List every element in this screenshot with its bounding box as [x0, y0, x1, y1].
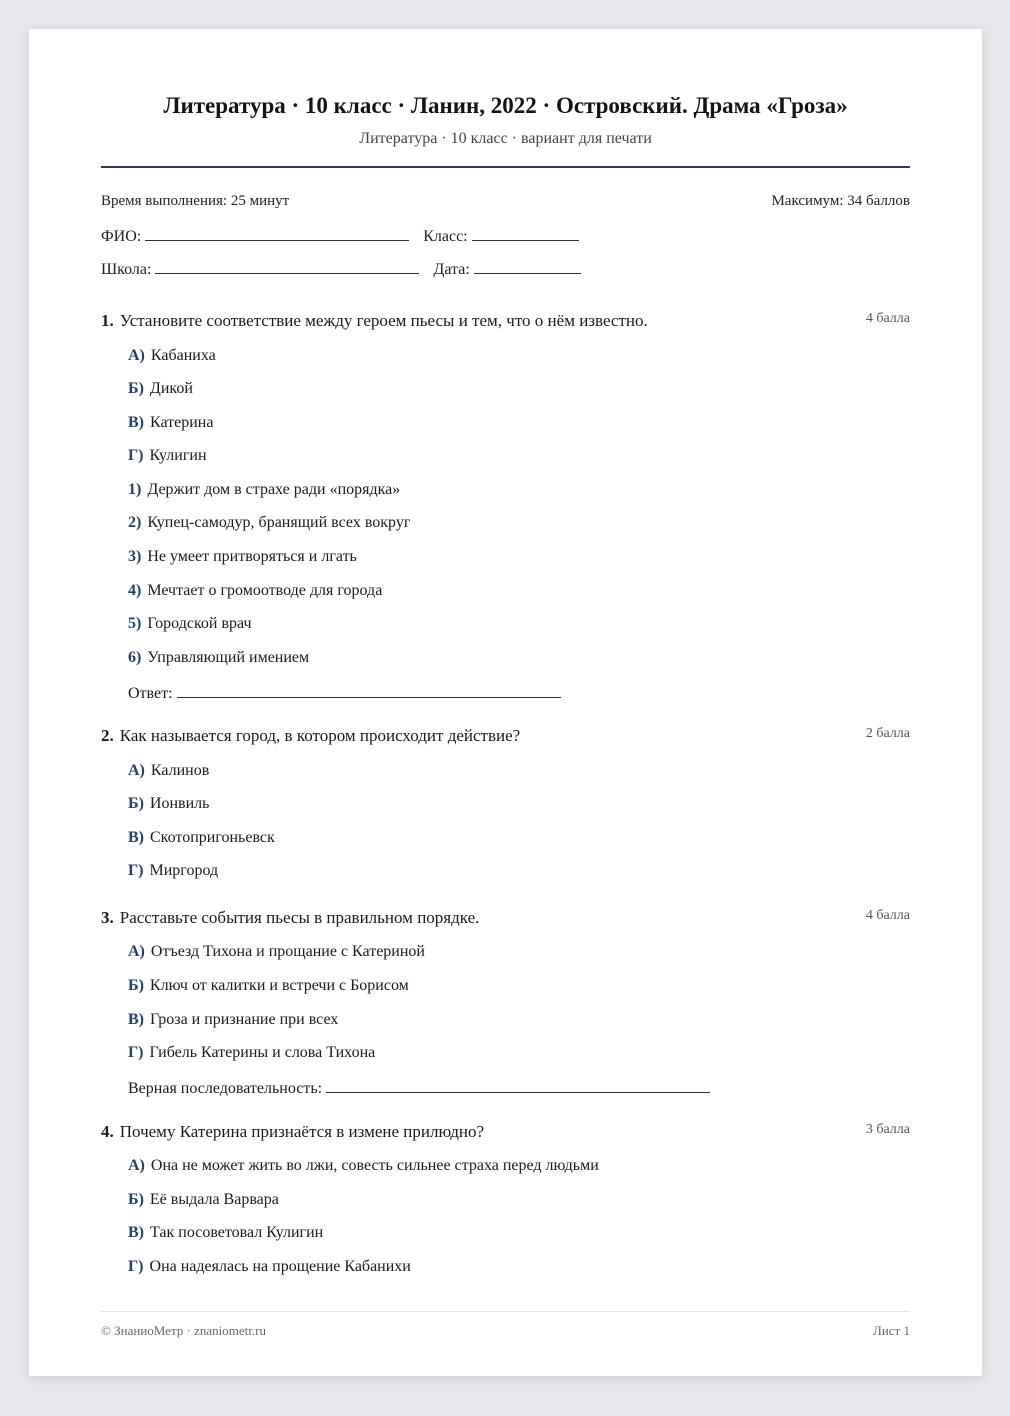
option-letter: Б) — [128, 1191, 144, 1208]
option-letter: Г) — [128, 1044, 144, 1061]
question-text: Установите соответствие между героем пьесы и тем, что о нём известно. — [119, 311, 648, 330]
option-text: Она надеялась на прощение Кабанихи — [149, 1258, 411, 1275]
option-item — [128, 548, 357, 566]
footer-copyright: © ЗнаниоМетр · znaniometr.ru — [101, 1323, 266, 1338]
option-item — [128, 582, 382, 600]
question-text: Расставьте события пьесы в правильном порядке. — [119, 908, 480, 927]
max-score: Максимум: 34 баллов — [771, 193, 910, 209]
option-letter: В) — [128, 1011, 144, 1028]
option-text: Отъезд Тихона и прощание с Катериной — [150, 943, 425, 960]
answer-label: Ответ: — [128, 685, 173, 702]
option-letter: В) — [128, 1224, 144, 1241]
footer-page-number: Лист 1 — [873, 1323, 910, 1338]
option-text: Так посоветовал Кулигин — [150, 1224, 324, 1241]
option-text: Держит дом в страхе ради «порядка» — [147, 481, 401, 498]
option-text: Не умеет притворяться и лгать — [147, 548, 357, 565]
fio-field[interactable] — [145, 226, 409, 241]
time-limit: Время выполнения: 25 минут — [101, 193, 290, 209]
option-text: Ключ от калитки и встречи с Борисом — [149, 977, 409, 994]
option-item — [128, 615, 252, 633]
question-points: 3 балла — [865, 1122, 910, 1137]
school-field[interactable] — [155, 259, 419, 274]
class-label: Класс: — [423, 228, 468, 245]
option-item — [128, 1191, 279, 1209]
option-text: Она не может жить во лжи, совесть сильнее страха перед людьми — [150, 1157, 599, 1174]
option-text: Калинов — [150, 762, 210, 779]
option-letter: 5) — [128, 615, 142, 632]
option-item — [128, 1157, 599, 1175]
option-text: Гроза и признание при всех — [150, 1011, 339, 1028]
question-text: Как называется город, в котором происходит действие? — [119, 726, 521, 745]
option-text: Кулигин — [149, 447, 207, 464]
fio-label: ФИО: — [101, 228, 142, 245]
option-text: Дикой — [149, 380, 193, 397]
option-text: Ионвиль — [149, 795, 210, 812]
option-text: Катерина — [150, 414, 214, 431]
option-text: Управляющий имением — [147, 649, 310, 666]
option-letter: 6) — [128, 649, 142, 666]
worksheet-page — [29, 29, 982, 1376]
option-letter: А) — [128, 943, 145, 960]
option-item — [128, 943, 425, 961]
option-text: Кабаниха — [150, 347, 216, 364]
option-text: Миргород — [149, 862, 219, 879]
answer-field[interactable] — [177, 683, 561, 698]
footer-divider — [101, 1311, 910, 1312]
meta-row-time — [101, 193, 910, 210]
question-number: 4. — [101, 1122, 114, 1141]
option-text: Городской врач — [147, 615, 252, 632]
option-letter: 2) — [128, 514, 142, 531]
option-letter: Г) — [128, 862, 144, 879]
option-letter: 3) — [128, 548, 142, 565]
option-item — [128, 447, 207, 465]
option-item — [128, 977, 409, 995]
option-letter: Г) — [128, 1258, 144, 1275]
question-number: 2. — [101, 726, 114, 745]
option-item — [128, 649, 309, 667]
meta-row-fio — [101, 226, 910, 246]
option-item — [128, 514, 410, 532]
question-points: 2 балла — [865, 726, 910, 741]
option-item — [128, 862, 218, 880]
option-letter: А) — [128, 347, 145, 364]
option-letter: А) — [128, 762, 145, 779]
sequence-field[interactable] — [326, 1078, 710, 1093]
option-item — [128, 829, 275, 847]
meta-row-school — [101, 259, 910, 279]
answer-label: Верная последовательность: — [128, 1080, 323, 1097]
option-text: Её выдала Варвара — [149, 1191, 279, 1208]
option-item — [128, 762, 209, 780]
option-letter: В) — [128, 414, 144, 431]
question-number: 3. — [101, 908, 114, 927]
question-3 — [101, 908, 910, 928]
option-item — [128, 347, 216, 365]
date-label: Дата: — [433, 261, 470, 278]
option-text: Скотопригоньевск — [150, 829, 275, 846]
option-letter: А) — [128, 1157, 145, 1174]
question-points: 4 балла — [865, 311, 910, 326]
option-item — [128, 1258, 411, 1276]
page-title: Литература · 10 класс · Ланин, 2022 · Островский. Драма «Гроза» — [163, 93, 848, 118]
question-points: 4 балла — [865, 908, 910, 923]
question-1 — [101, 311, 910, 331]
option-item — [128, 1011, 338, 1029]
option-letter: Б) — [128, 380, 144, 397]
option-item — [128, 380, 193, 398]
answer-row — [128, 683, 561, 703]
option-text: Мечтает о громоотводе для города — [147, 582, 383, 599]
option-text: Купец-самодур, бранящий всех вокруг — [147, 514, 411, 531]
option-item — [128, 481, 400, 499]
date-field[interactable] — [474, 259, 581, 274]
question-text: Почему Катерина признаётся в измене прилюдно? — [119, 1122, 485, 1141]
option-letter: В) — [128, 829, 144, 846]
question-2 — [101, 726, 910, 746]
answer-row — [128, 1078, 710, 1098]
option-text: Гибель Катерины и слова Тихона — [149, 1044, 376, 1061]
header-divider — [101, 166, 910, 168]
page-subtitle: Литература · 10 класс · вариант для печати — [359, 130, 652, 147]
option-letter: Б) — [128, 795, 144, 812]
option-letter: Г) — [128, 447, 144, 464]
option-letter: 1) — [128, 481, 142, 498]
question-4 — [101, 1122, 910, 1142]
question-number: 1. — [101, 311, 114, 330]
option-item — [128, 1224, 323, 1242]
class-field[interactable] — [472, 226, 579, 241]
option-item — [128, 414, 213, 432]
option-item — [128, 1044, 375, 1062]
option-letter: Б) — [128, 977, 144, 994]
option-letter: 4) — [128, 582, 142, 599]
school-label: Школа: — [101, 261, 152, 278]
option-item — [128, 795, 209, 813]
